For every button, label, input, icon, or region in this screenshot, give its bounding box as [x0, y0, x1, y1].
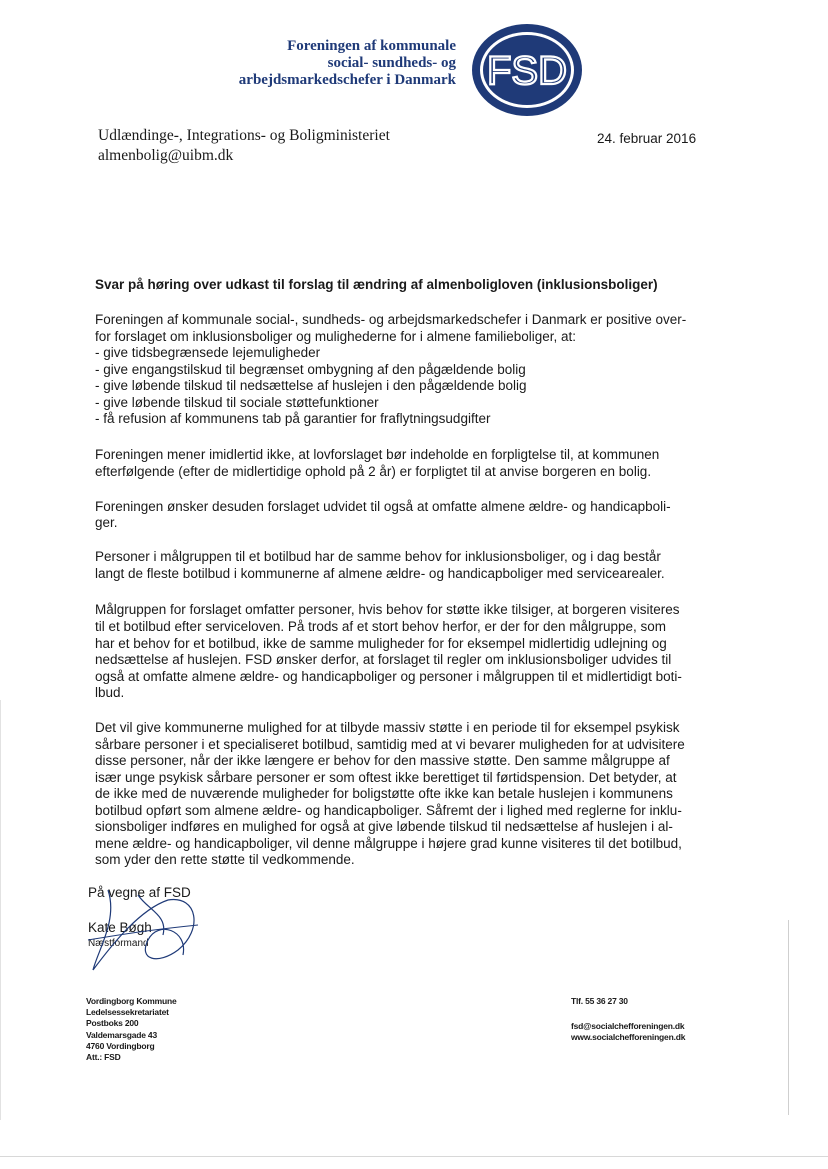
body-line: disse personer, når der ikke længere er behov for den massive støtte. Den samme målgruppe af [95, 753, 670, 768]
body-line: Foreningen mener imidlertid ikke, at lovforslaget bør indeholde en forpligtelse til, at kommunen [95, 447, 660, 462]
body-line: - give løbende tilskud til sociale støttefunktioner [95, 395, 379, 410]
letter-date: 24. februar 2016 [597, 131, 697, 146]
footer-address-line: Vordingborg Kommune [86, 996, 177, 1006]
recipient-name: Udlændinge-, Integrations- og Boligministeriet [98, 127, 390, 144]
footer-address-line: Valdemarsgade 43 [86, 1030, 157, 1040]
body-line: - give løbende tilskud til nedsættelse af huslejen i den pågældende bolig [95, 378, 527, 393]
body-line: sionsboliger indføres en mulighed for også at give løbende tilskud til nedsættelse af huslejen i al- [95, 819, 673, 834]
footer-address-line: Postboks 200 [86, 1018, 139, 1028]
scan-edge-line [788, 920, 789, 1115]
body-line: Personer i målgruppen til et botilbud har de samme behov for inklusionsboliger, og i dag består [95, 549, 661, 564]
body-line: især unge psykisk sårbare personer er som oftest ikke berettiget til førtidspension. Det betyder, at [95, 770, 677, 785]
org-name [200, 38, 456, 89]
body-line: Foreningen af kommunale social-, sundheds- og arbejdsmarkedschefer i Danmark er positive over- [95, 312, 687, 327]
body-line: - give tidsbegrænsede lejemuligheder [95, 345, 321, 360]
body-line: Målgruppen for forslaget omfatter personer, hvis behov for støtte ikke tilsiger, at borgeren visiteres [95, 602, 680, 617]
body-line: lbud. [95, 685, 125, 700]
body-line: Foreningen ønsker desuden forslaget udvidet til også at omfatte almene ældre- og handicapboli- [95, 499, 671, 514]
body-line: de ikke med de nuværende muligheder for boligstøtte ofte ikke kan betale huslejen i kommunens [95, 786, 673, 801]
body-line: nedsættelse af huslejen. FSD ønsker derfor, at forslaget til regler om inklusionsboliger udvides til [95, 652, 672, 667]
body-line: sårbare personer i et specialiseret botilbud, samtidig med at vi bevarer muligheden for at udvisitere [95, 737, 685, 752]
signer-title: Næstformand [88, 938, 149, 949]
body-line: som yder den rette støtte til vedkommende. [95, 852, 355, 867]
body-line: også at omfatte almene ældre- og handicapboliger og personer i målgruppen til et midlertidigt boti- [95, 669, 682, 684]
body-line: botilbud opført som almene ældre- og handicapboliger. Såfremt der i lighed med reglerne for inklu- [95, 803, 682, 818]
footer-address-line: 4760 Vordingborg [86, 1041, 155, 1051]
body-line: langt de fleste botilbud i kommunerne af almene ældre- og handicapboliger med servicearealer. [95, 566, 665, 581]
footer-address-line: Att.: FSD [86, 1052, 121, 1062]
handwritten-signature [78, 880, 218, 980]
org-name-line: social- sundheds- og [327, 55, 456, 71]
body-line: Det vil give kommunerne mulighed for at tilbyde massiv støtte i en periode til for eksempel psykisk [95, 720, 680, 735]
body-line: mene ældre- og handicapboliger, vil denne målgruppe i højere grad kunne visiteres til det botilbud, [95, 836, 682, 851]
recipient-email: almenbolig@uibm.dk [98, 147, 234, 164]
logo-text: FSD [487, 49, 567, 93]
org-name-line: Foreningen af kommunale [287, 38, 456, 54]
scan-edge-line [0, 700, 1, 1120]
body-line: efterfølgende (efter de midlertidige ophold på 2 år) er forpligtet til at anvise borgeren en bolig. [95, 464, 652, 479]
signer-name: Kate Bøgh [88, 920, 152, 935]
scan-edge-line [0, 1156, 828, 1157]
fsd-logo [470, 22, 584, 118]
recipient-block [98, 126, 390, 166]
body-line: - give engangstilskud til begrænset ombygning af den pågældende bolig [95, 362, 526, 377]
body-line: til et botilbud efter serviceloven. På trods af et stort behov herfor, er der for den målgruppe, som [95, 619, 667, 634]
subject-line: Svar på høring over udkast til forslag til ændring af almenboligloven (inklusionsboliger) [95, 277, 658, 292]
footer-email: fsd@socialchefforeningen.dk [571, 1021, 685, 1031]
body-line: for forslaget om inklusionsboliger og mulighederne for i almene familieboliger, at: [95, 329, 577, 344]
body-line: har et behov for et botilbud, ikke de samme muligheder for for eksempel midlertidig udlejning og [95, 636, 667, 651]
signoff: På vegne af FSD [88, 885, 191, 900]
footer-phone: Tlf. 55 36 27 30 [571, 996, 628, 1006]
org-name-line: arbejdsmarkedschefer i Danmark [238, 72, 456, 88]
footer-web: www.socialchefforeningen.dk [571, 1032, 686, 1042]
body-line: ger. [95, 515, 118, 530]
body-line: - få refusion af kommunens tab på garantier for fraflytningsudgifter [95, 411, 491, 426]
footer-address-line: Ledelsessekretariatet [86, 1007, 169, 1017]
